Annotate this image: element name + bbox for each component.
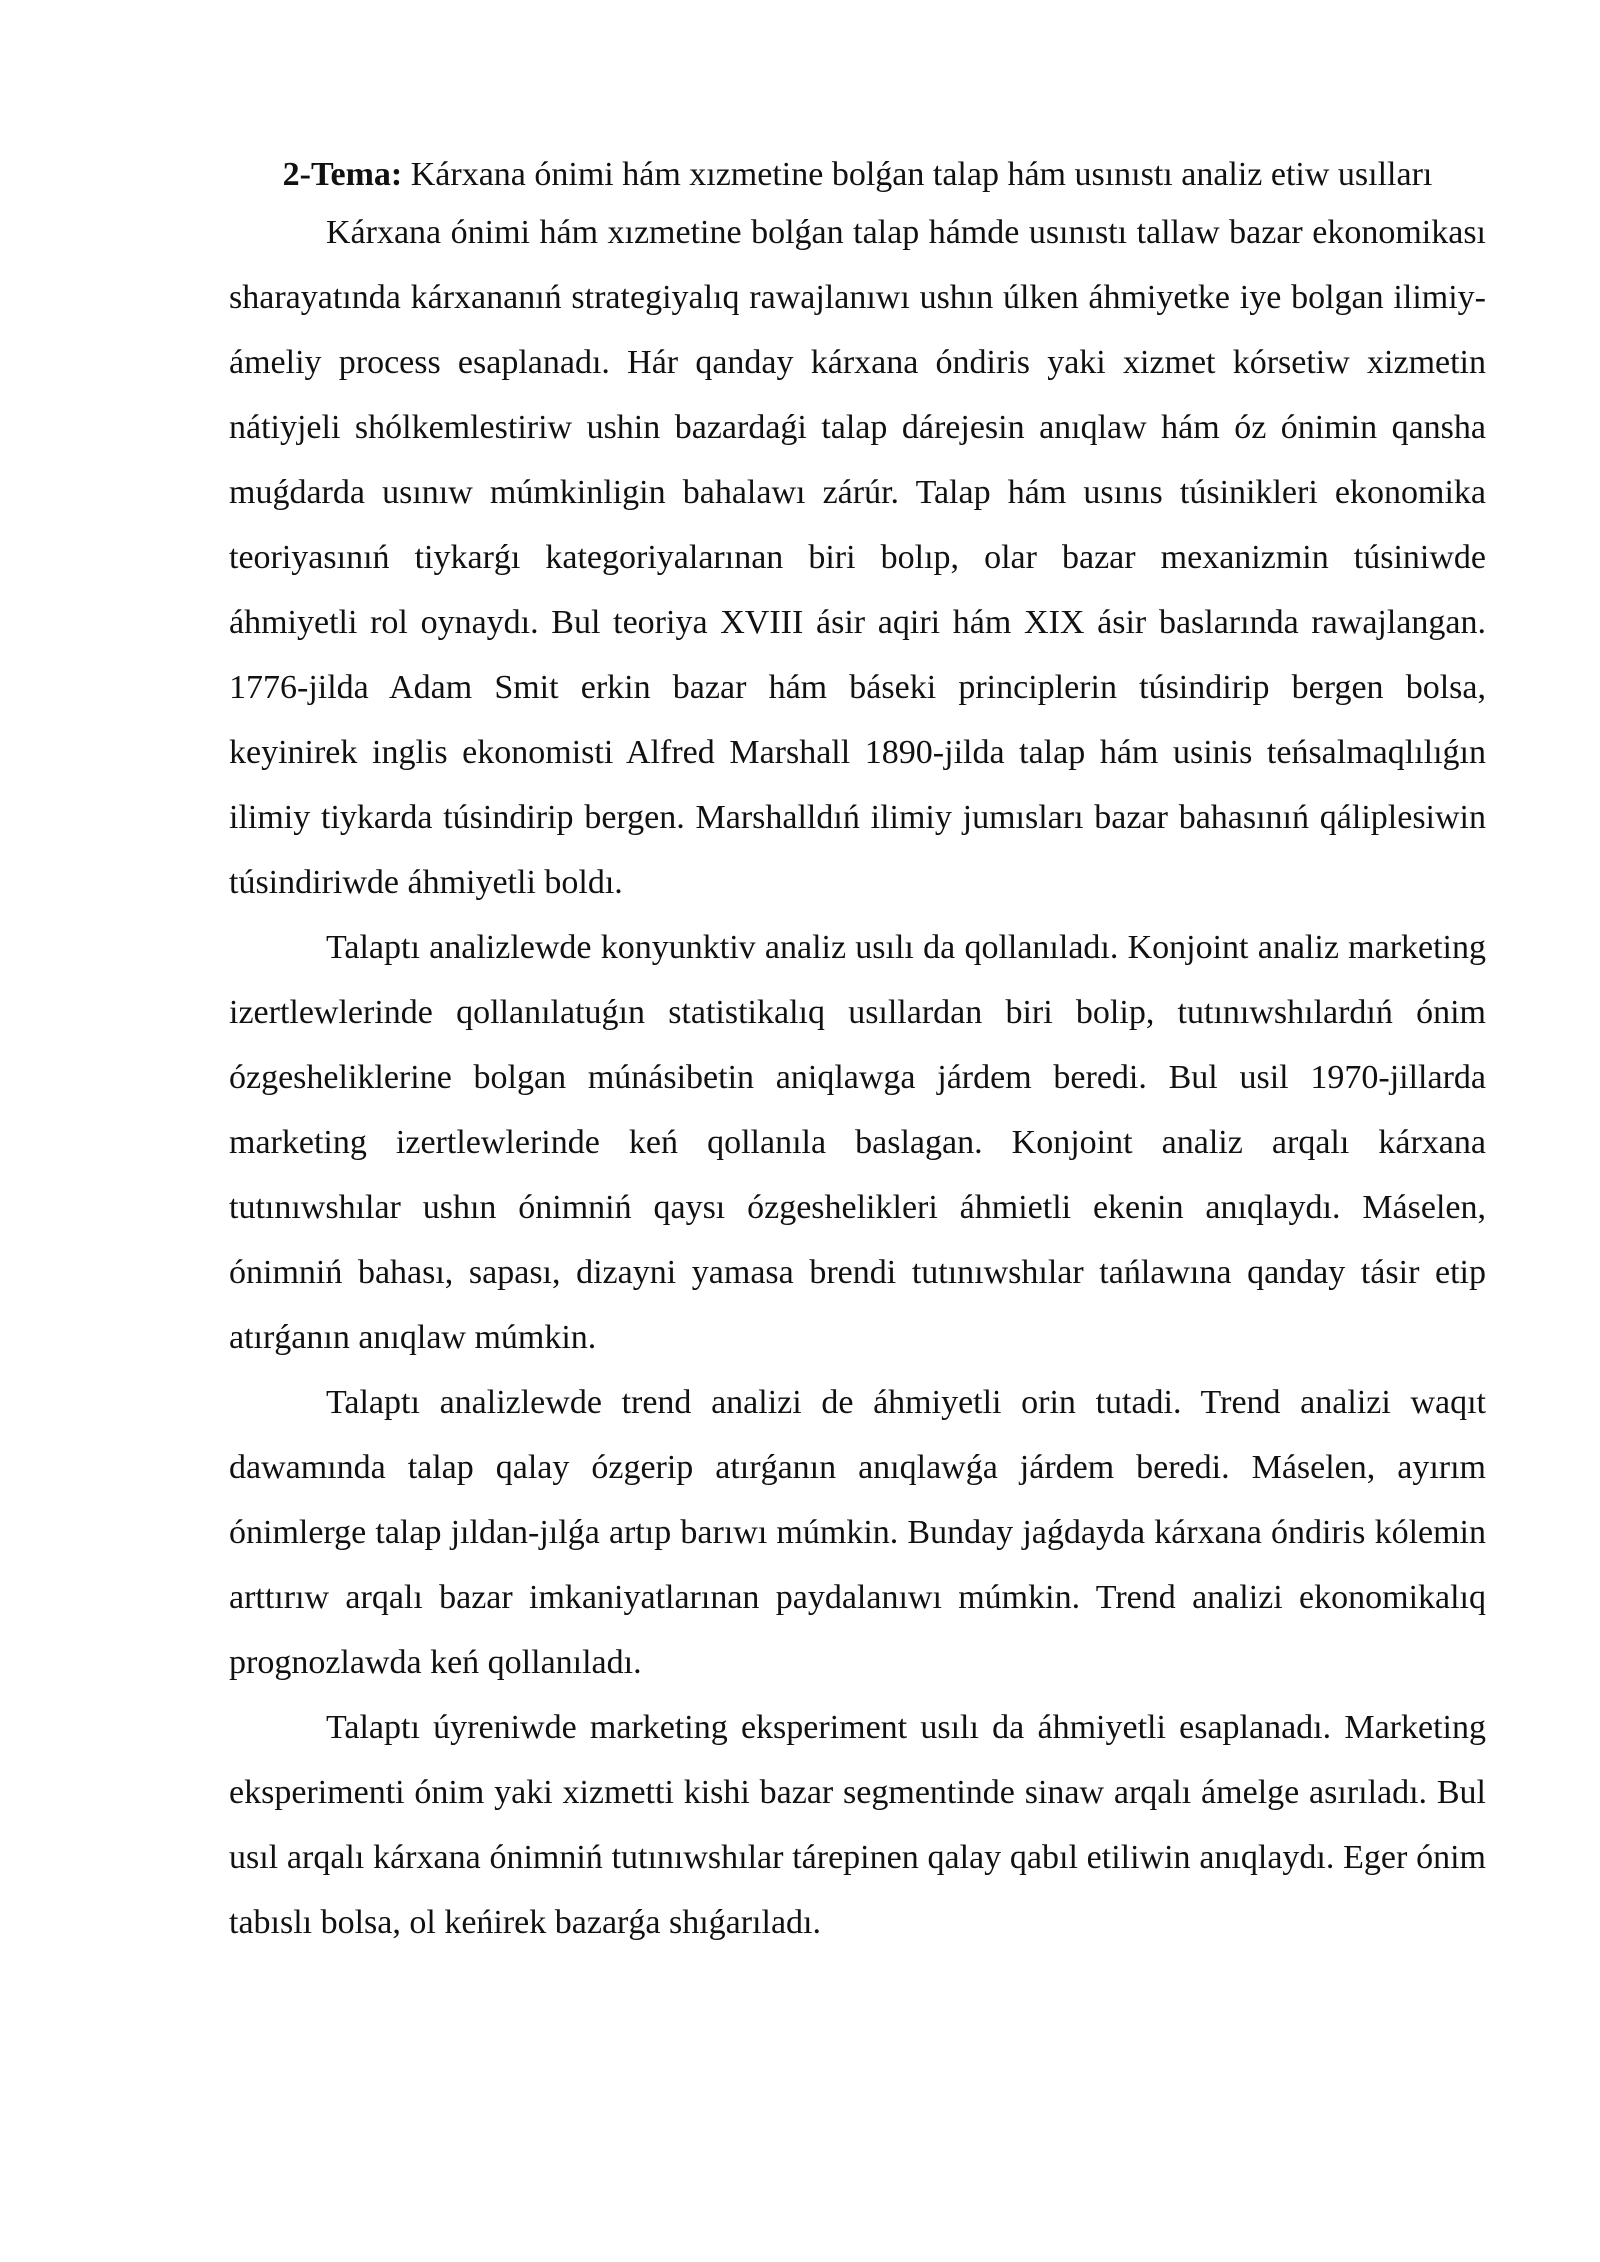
document-body: [229, 152, 1486, 1955]
paragraph-2: Talaptı analizlewde konyunktiv analiz usılı da qollanıladı. Konjoint analiz marketing izertlewlerinde qollanılatuǵın statistikalıq usıllardan biri bolip, tutınıwshılardıń ónim ózgesheliklerine bolgan múnásibetin aniqlawga járdem beredi. Bul usil 1970-jillarda marketing izertlewlerinde keń qollanıla baslagan. Konjoint analiz arqalı kárxana tutınıwshılar ushın ónimniń qaysı ózgeshelikleri áhmietli ekenin anıqlaydı. Máselen, ónimniń bahası, sapası, dizayni yamasa brendi tutınıwshılar tańlawına qanday tásir etip atırǵanın anıqlaw múmkin.: [229, 929, 1486, 1356]
document-title: [229, 152, 1486, 198]
paragraph-3: Talaptı analizlewde trend analizi de áhmiyetli orin tutadi. Trend analizi waqıt dawamında talap qalay ózgerip atırǵanın anıqlawǵa járdem beredi. Máselen, ayırım ónimlerge talap jıldan-jılǵa artıp barıwı múmkin. Bunday jaǵdayda kárxana óndiris kólemin arttırıw arqalı bazar imkaniyatlarınan paydalanıwı múmkin. Trend analizi ekonomikalıq prognozlawda keń qollanıladı.: [229, 1384, 1486, 1681]
title-text: Kárxana ónimi hám xızmetine bolǵan talap hám usınıstı analiz etiw usılları: [402, 156, 1433, 193]
paragraph-1: Kárxana ónimi hám xızmetine bolǵan talap hámde usınıstı tallaw bazar ekonomikası sharayatında kárxananıń strategiyalıq rawajlanıwı ushın úlken áhmiyetke iye bolgan ilimiy-ámeliy process esaplanadı. Hár qanday kárxana óndiris yaki xizmet kórsetiw xizmetin nátiyjeli shólkemlestiriw ushin bazardaǵi talap dárejesin anıqlaw hám óz ónimin qansha muǵdarda usınıw múmkinligin bahalawı zárúr. Talap hám usınıs túsinikleri ekonomika teoriyasınıń tiykarǵı kategoriyalarınan biri bolıp, olar bazar mexanizmin túsiniwde áhmiyetli rol oynaydı. Bul teoriya XVIII ásir aqiri hám XIX ásir baslarında rawajlangan. 1776-jilda Adam Smit erkin bazar hám báseki principlerin túsindirip bergen bolsa, keyinirek inglis ekonomisti Alfred Marshall 1890-jilda talap hám usinis teńsalmaqlılıǵın ilimiy tiykarda túsindirip bergen. Marshalldıń ilimiy jumısları bazar bahasınıń qáliplesiwin túsindiriwde áhmiyetli boldı.: [229, 214, 1486, 901]
title-label: 2-Tema:: [282, 156, 403, 193]
paragraph-4: Talaptı úyreniwde marketing eksperiment usılı da áhmiyetli esaplanadı. Marketing eksperimenti ónim yaki xizmetti kishi bazar segmentinde sinaw arqalı ámelge asırıladı. Bul usıl arqalı kárxana ónimniń tutınıwshılar tárepinen qalay qabıl etiliwin anıqlaydı. Eger ónim tabıslı bolsa, ol keńirek bazarǵa shıǵarıladı.: [229, 1709, 1486, 1941]
